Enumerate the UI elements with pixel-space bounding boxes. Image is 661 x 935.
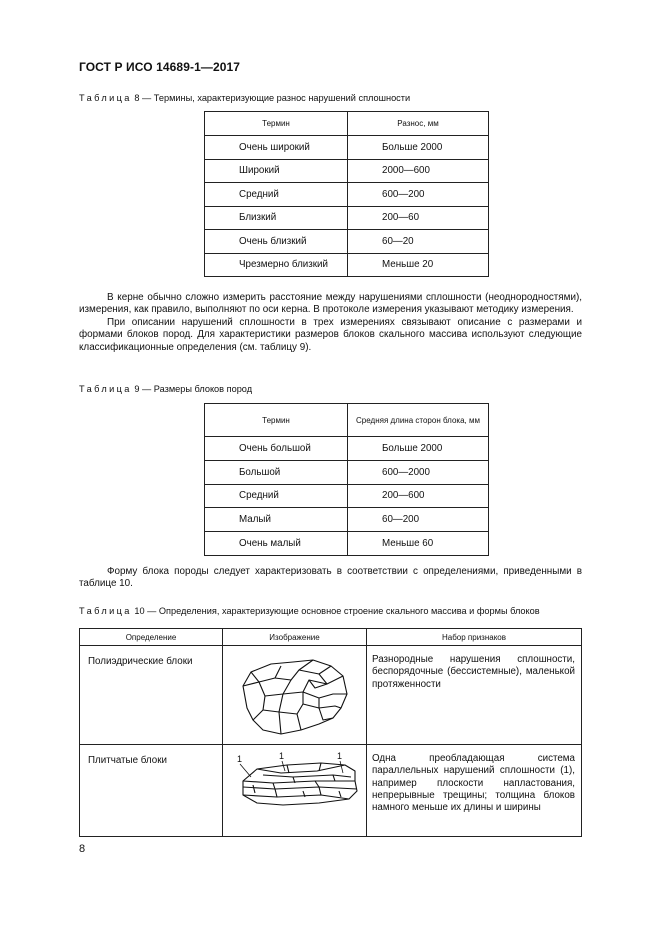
- caption-text: 9 — Размеры блоков пород: [131, 384, 253, 394]
- value-cell: Меньше 60: [348, 532, 489, 556]
- figure-label: 1: [279, 751, 285, 761]
- table9-header-term: Термин: [205, 404, 348, 437]
- value-cell: Больше 2000: [348, 437, 489, 461]
- caption-word: Таблица: [79, 606, 132, 616]
- figure-label: 1: [337, 751, 343, 761]
- term-cell: Близкий: [205, 206, 348, 230]
- image-cell: [223, 745, 367, 837]
- definition-cell: Полиэдрические блоки: [80, 646, 223, 745]
- table10-caption: [79, 606, 540, 616]
- table8-header-term: Термин: [205, 112, 348, 136]
- value-cell: 200—60: [348, 206, 489, 230]
- table9-header-size: Средняя длина сторон блока, мм: [348, 404, 489, 437]
- caption-word: Таблица: [79, 93, 132, 103]
- table8: [204, 111, 489, 277]
- paragraph: При описании нарушений сплошности в трех измерениях связывают описание с размерами и формами блоков пород. Для характеристики размеров блоков скального массива используют следующие классификационные определения (см. таблицу 9).: [79, 316, 582, 353]
- figure-label: 1: [237, 754, 243, 764]
- table-row: [205, 508, 489, 532]
- table-row: [205, 159, 489, 183]
- value-cell: 2000—600: [348, 159, 489, 183]
- table10: [79, 628, 582, 837]
- table8-header-spacing: Разнос, мм: [348, 112, 489, 136]
- document-header: ГОСТ Р ИСО 14689-1—2017: [79, 60, 241, 74]
- term-cell: Средний: [205, 484, 348, 508]
- table10-header-features: Набор признаков: [367, 629, 582, 646]
- table-row: [205, 206, 489, 230]
- table10-header-definition: Определение: [80, 629, 223, 646]
- table8-caption: [79, 93, 410, 103]
- table-row: [205, 532, 489, 556]
- value-cell: 60—200: [348, 508, 489, 532]
- table-row: [205, 437, 489, 461]
- polyhedral-blocks-illustration: [223, 646, 366, 741]
- paragraph: В керне обычно сложно измерить расстояние между нарушениями сплошности (неоднородностями), измерения, как правило, выполняют по оси керна. В протоколе измерения указывают методику измерения.: [79, 292, 582, 316]
- tabular-blocks-illustration: [223, 745, 366, 833]
- table-row: [205, 484, 489, 508]
- table-row: [80, 745, 582, 837]
- table-row: [205, 253, 489, 277]
- caption-text: 10 — Определения, характеризующие основное строение скального массива и формы блоков: [131, 606, 540, 616]
- definition-cell: Плитчатые блоки: [80, 745, 223, 837]
- term-cell: Очень малый: [205, 532, 348, 556]
- value-cell: Больше 2000: [348, 136, 489, 160]
- term-cell: Очень широкий: [205, 136, 348, 160]
- table9: [204, 403, 489, 556]
- image-cell: [223, 646, 367, 745]
- term-cell: Чрезмерно близкий: [205, 253, 348, 277]
- value-cell: Меньше 20: [348, 253, 489, 277]
- body-paragraphs: [79, 292, 582, 354]
- table9-caption: [79, 384, 252, 394]
- term-cell: Средний: [205, 183, 348, 207]
- table-row: [205, 136, 489, 160]
- caption-word: Таблица: [79, 384, 132, 394]
- features-cell: Разнородные нарушения сплошности, беспорядочные (бессистемные), маленькой протяженности: [367, 646, 582, 745]
- table10-header-image: Изображение: [223, 629, 367, 646]
- caption-text: 8 — Термины, характеризующие разнос нарушений сплошности: [131, 93, 411, 103]
- table-row: [80, 646, 582, 745]
- table-row: [205, 230, 489, 254]
- term-cell: Широкий: [205, 159, 348, 183]
- page-number: 8: [79, 843, 86, 855]
- term-cell: Большой: [205, 460, 348, 484]
- paragraph-table10-intro: [79, 566, 582, 591]
- value-cell: 600—200: [348, 183, 489, 207]
- features-cell: Одна преобладающая система параллельных нарушений сплошности (1), например плоскости напластования, непрерывные трещины; толщина блоков намного меньше их длины и ширины: [367, 745, 582, 837]
- table-row: [205, 183, 489, 207]
- value-cell: 200—600: [348, 484, 489, 508]
- paragraph: Форму блока породы следует характеризовать в соответствии с определениями, приведенными в таблице 10.: [79, 566, 582, 590]
- term-cell: Очень близкий: [205, 230, 348, 254]
- value-cell: 60—20: [348, 230, 489, 254]
- value-cell: 600—2000: [348, 460, 489, 484]
- term-cell: Очень большой: [205, 437, 348, 461]
- term-cell: Малый: [205, 508, 348, 532]
- table-row: [205, 460, 489, 484]
